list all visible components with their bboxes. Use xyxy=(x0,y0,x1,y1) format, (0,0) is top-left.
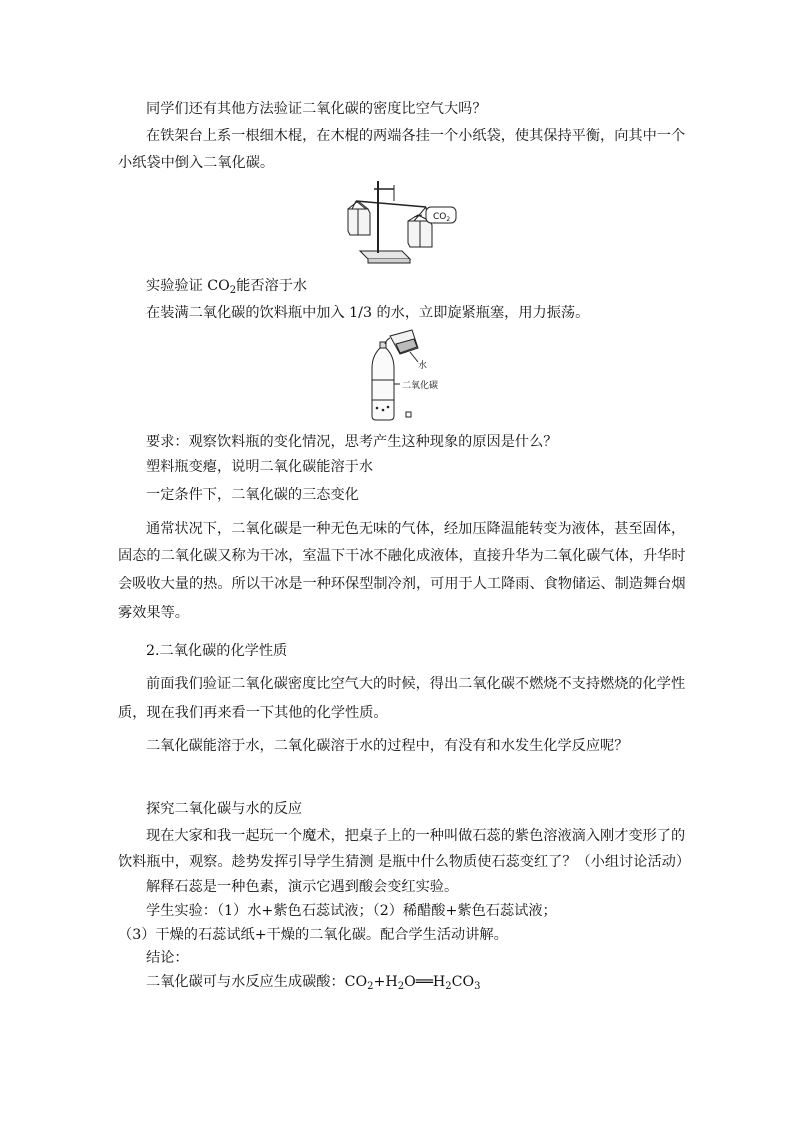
conclusion-label: 结论： xyxy=(146,950,189,966)
bottle-procedure: 在装满二氧化碳的饮料瓶中加入 1/3 的水，立即旋紧瓶塞，用力振荡。 xyxy=(146,305,590,321)
experiment-solubility-title: 实验验证 $CO_2$能否溶于水 xyxy=(146,278,308,296)
magic-line-1: 现在大家和我一起玩一个魔术，把桌子上的一种叫做石蕊的紫色溶液滴入刚才变形了的 xyxy=(146,828,686,844)
litmus-explanation: 解释石蕊是一种色素，演示它遇到酸会变红实验。 xyxy=(146,879,459,895)
recap-line-1: 前面我们验证二氧化碳密度比空气大的时候，得出二氧化碳不燃烧不支持燃烧的化学性 xyxy=(146,676,686,692)
student-experiment-line-2: （3）干燥的石蕊试纸+干燥的二氧化碳。配合学生活动讲解。 xyxy=(118,927,508,943)
question-other-method: 同学们还有其他方法验证二氧化碳的密度比空气大吗？ xyxy=(146,101,487,117)
bottle-result: 塑料瓶变瘪，说明二氧化碳能溶于水 xyxy=(146,459,374,475)
bottle-experiment-figure xyxy=(366,328,452,422)
explore-title: 探究二氧化碳与水的反应 xyxy=(146,801,303,817)
bottle-label-water: 水 xyxy=(418,361,428,371)
requirement: 要求：观察饮料瓶的变化情况，思考产生这种现象的原因是什么？ xyxy=(146,434,558,450)
balance-label-co2: $CO_2$ xyxy=(433,212,451,223)
conclusion-equation: 二氧化碳可与水反应生成碳酸：$CO_2+H_2O══H_2CO_3$ xyxy=(146,974,481,992)
three-states-heading: 一定条件下，二氧化碳的三态变化 xyxy=(146,487,359,503)
balance-experiment-figure xyxy=(346,179,460,265)
question-water-reaction: 二氧化碳能溶于水，二氧化碳溶于水的过程中，有没有和水发生化学反应呢？ xyxy=(146,738,629,754)
dry-ice-line-3: 会吸收大量的热。所以干冰是一种环保型制冷剂，可用于人工降雨、食物储运、制造舞台烟 xyxy=(118,576,686,592)
section-2-heading: 2.二氧化碳的化学性质 xyxy=(146,643,288,659)
recap-line-2: 质，现在我们再来看一下其他的化学性质。 xyxy=(118,705,388,721)
balance-method-line-2: 小纸袋中倒入二氧化碳。 xyxy=(118,155,275,171)
dry-ice-line-2: 固态的二氧化碳又称为干冰，室温下干冰不融化成液体，直接升华为二氧化碳气体，升华时 xyxy=(118,548,686,564)
dry-ice-line-4: 雾效果等。 xyxy=(118,605,189,621)
bottle-label-co2: 二氧化碳 xyxy=(402,381,439,391)
magic-line-2: 饮料瓶中，观察。趁势发挥引导学生猜测 是瓶中什么物质使石蕊变红了？（小组讨论活动） xyxy=(118,854,691,870)
dry-ice-line-1: 通常状况下，二氧化碳是一种无色无味的气体，经加压降温能转变为液体，甚至固体， xyxy=(146,521,686,537)
balance-method-line-1: 在铁架台上系一根细木棍，在木棍的两端各挂一个小纸袋，使其保持平衡，向其中一个 xyxy=(146,128,686,144)
student-experiment-line-1: 学生实验：（1）水+紫色石蕊试液；（2）稀醋酸+紫色石蕊试液； xyxy=(146,903,557,919)
